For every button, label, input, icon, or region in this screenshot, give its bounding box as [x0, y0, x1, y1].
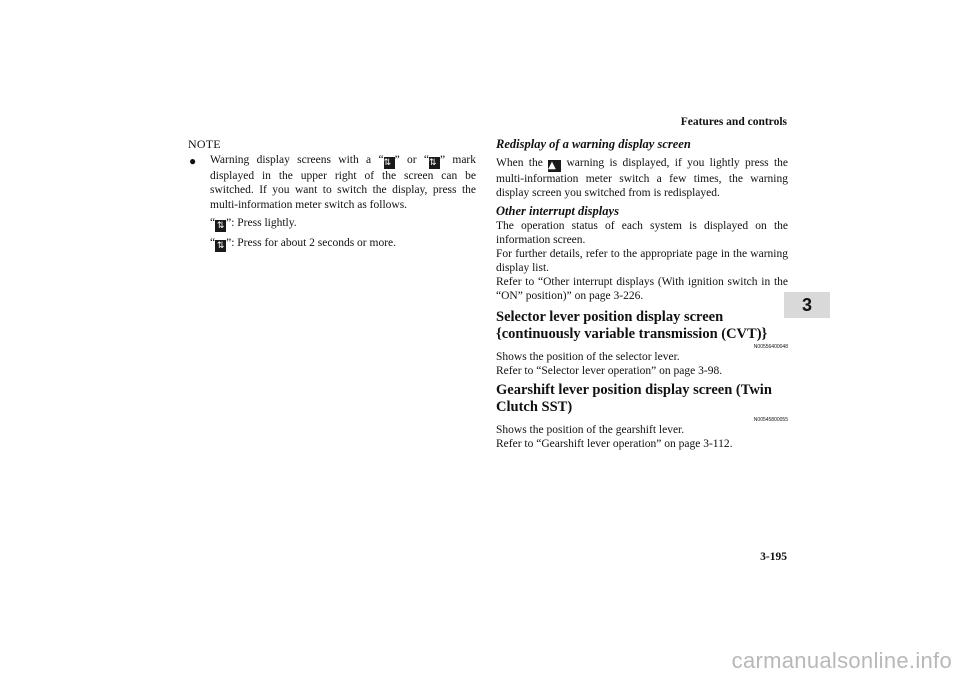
gearshift-lever-p1: Shows the position of the gearshift lever.	[496, 424, 685, 436]
note-press-lightly: “ ⇅ ”: Press lightly.	[210, 217, 297, 231]
gearshift-lever-heading: Gearshift lever position display screen (Twin Clutch SST)	[496, 382, 772, 415]
note-label: NOTE	[188, 137, 221, 151]
note-column	[188, 137, 476, 252]
selector-lever-heading: Selector lever position display screen {continuously variable transmission (CVT)}	[496, 309, 768, 342]
selector-lever-code: N00556400048	[753, 344, 788, 350]
note-press-long: “ ⇅ ”: Press for about 2 seconds or more.	[210, 237, 397, 251]
selector-lever-p1: Shows the position of the selector lever.	[496, 351, 680, 363]
content-column	[496, 137, 788, 451]
chapter-tab-number: 3	[801, 295, 812, 315]
display-switch-hold-icon: ⇅	[216, 241, 225, 251]
note-text: Warning display screens with a “⇅ ” or “⇅ ” mark displayed in the upper right of the screen can be switched. If you want to switch the display, press the multi-information meter switch as follows.	[210, 153, 477, 211]
redisplay-text: When the ▲ warning is displayed, if you lightly press the multi-information meter switch a few times, the warning display screen you switched from is redisplayed.	[496, 157, 789, 199]
other-interrupt-p1: The operation status of each system is displayed on the information screen.	[496, 220, 788, 246]
display-switch-icon: ⇅	[384, 157, 395, 169]
other-interrupt-p3: Refer to “Other interrupt displays (With ignition switch in the “ON” position)” on page 3-226.	[496, 276, 788, 302]
note-item	[188, 153, 476, 253]
display-switch-hold-icon: ⇅	[429, 157, 440, 169]
warning-triangle-icon: ▲	[548, 160, 561, 172]
other-interrupt-p2: For further details, refer to the appropriate page in the warning display list.	[496, 248, 788, 274]
redisplay-heading: Redisplay of a warning display screen	[496, 137, 691, 151]
watermark: carmanualsonline.info	[731, 648, 952, 673]
header-title: Features and controls	[680, 116, 787, 128]
other-interrupt-heading: Other interrupt displays	[496, 204, 619, 218]
display-switch-icon: ⇅	[216, 221, 225, 231]
gearshift-lever-code: N00545800055	[753, 417, 788, 423]
bullet-icon: ●	[189, 153, 197, 168]
selector-lever-p2: Refer to “Selector lever operation” on page 3-98.	[496, 365, 723, 377]
page-number: 3-195	[760, 551, 787, 563]
gearshift-lever-p2: Refer to “Gearshift lever operation” on page 3-112.	[496, 438, 733, 450]
